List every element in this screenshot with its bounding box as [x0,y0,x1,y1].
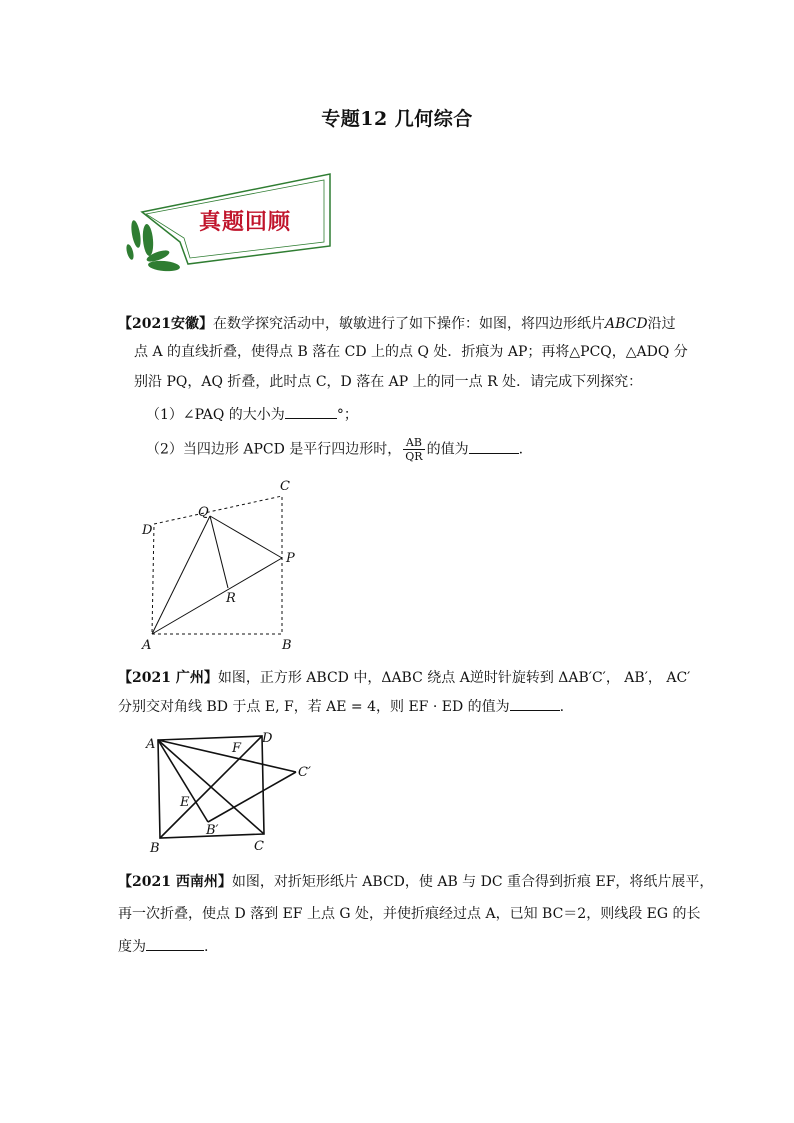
q3-line3: 度为 . [118,936,208,957]
q3-line1: 【2021 西南州】如图，对折矩形纸片 ABCD，使 AB 与 DC 重合得到折痕 EF，将纸片展平， [118,874,714,890]
q2-line1: 【2021 广州】如图，正方形 ABCD 中，ΔABC 绕点 A逆时针旋转到 ΔAB′C′， AB′， AC′ [118,670,691,686]
label-B-prime: B′ [206,823,219,838]
label-D: D [262,731,273,746]
q1-line1: 【2021安徽】在数学探究活动中，敏敏进行了如下操作：如图，将四边形纸片ABCD沿过 [118,316,676,332]
label-C-prime: C′ [298,765,311,780]
answer-blank [146,936,204,951]
label-B: B [282,638,292,653]
q2-figure [140,726,320,854]
answer-blank [510,696,560,711]
label-F: F [232,741,242,756]
q3-source: 【2021 西南州】 [118,874,232,890]
label-C: C [280,479,290,494]
label-A: A [142,638,152,653]
label-B: B [150,841,160,854]
q1-line3: 别沿 PQ，AQ 折叠，此时点 C，D 落在 AP 上的同一点 R 处．请完成下列探究： [134,374,643,390]
label-R: R [226,591,236,606]
label-D: D [142,523,153,538]
answer-blank [469,439,519,454]
label-P: P [286,551,295,566]
q1-part1: （1）∠PAQ 的大小为 °； [146,404,358,425]
q1-figure [130,476,310,656]
q1-source: 【2021安徽】 [118,316,213,332]
label-C: C [254,839,264,854]
fraction: $\frac{AB}{QR}$ [405,436,423,463]
label-Q: Q [198,505,209,520]
q1-part2: （2）当四边形 APCD 是平行四边形时， $\frac{AB}{QR}$ 的值为 . [146,436,524,463]
q2-source: 【2021 广州】 [118,670,218,686]
q1-line2: 点 A 的直线折叠，使得点 B 落在 CD 上的点 Q 处．折痕为 AP；再将△PCQ，△ADQ 分 [134,344,688,360]
label-A: A [146,737,156,752]
answer-blank [285,404,337,419]
page-title: 专题12 几何综合 [321,108,473,130]
banner-label: 真题回顾 [198,209,291,235]
label-E: E [180,795,190,810]
q2-line2: 分别交对角线 BD 于点 E, F，若 AE = 4，则 EF · ED 的值为 . [118,696,564,717]
q3-line2: 再一次折叠，使点 D 落到 EF 上点 G 处，并使折痕经过点 A，已知 BC＝2，则线段 EG 的长 [118,906,701,922]
